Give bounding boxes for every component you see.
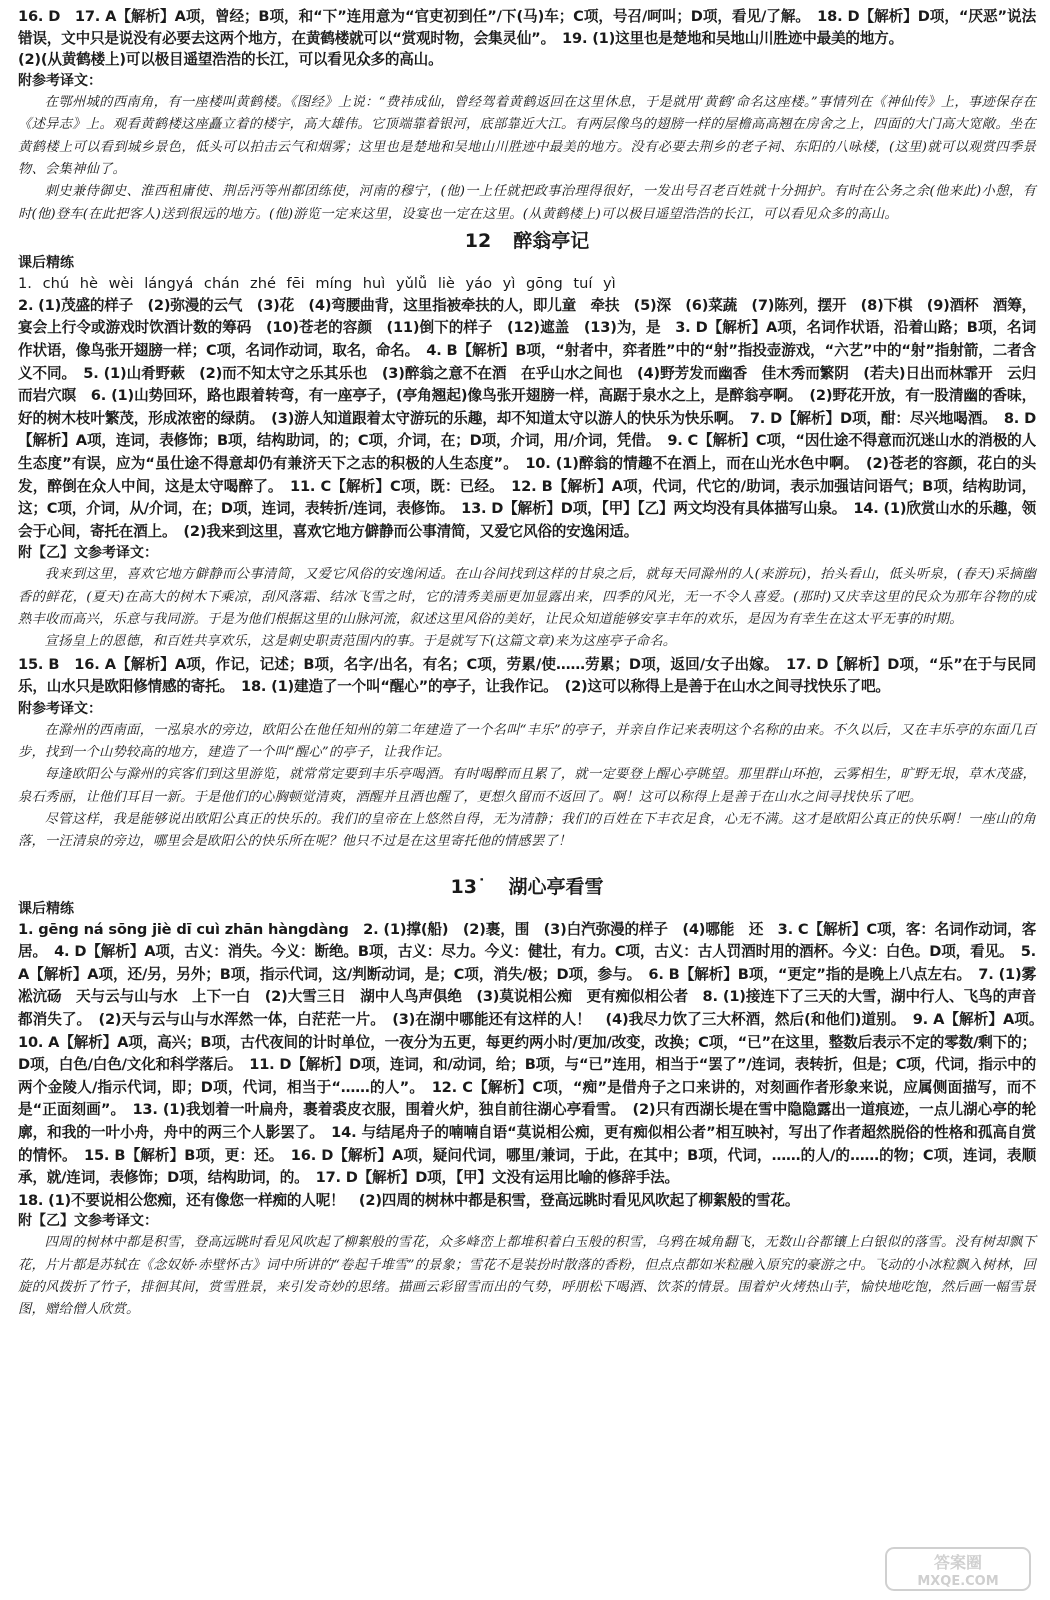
translation-label: 附【乙】文参考译文： xyxy=(18,1213,158,1230)
pinyin-answer: 1. chú hè wèi lángyá chán zhé fēi míng huì yǔlǚ liè yáo yì gōng tuí yì xyxy=(18,274,616,292)
translation-paragraph: 每逢欧阳公与滁州的宾客们到这里游览，就常常定要到丰乐亭喝酒。有时喝醉而且累了，就一定要登上醒心亭眺望。那里群山环抱，云雾相生，旷野无垠，草木茂盛，泉石秀丽，让他们耳目一新。于是他们的心胸顿觉清爽，酒醒并且酒也醒了，更想久留而不返回了。啊！这可以称得上是善于在山水之间寻找快乐了吧。 xyxy=(18,767,1036,805)
watermark-logo xyxy=(884,1546,1032,1592)
answers-16-19: 16. D 17. A【解析】A项，曾经；B项，和“下”连用意为“官吏初到任”/下(马)车；C项，号召/呵叫；D项，看见/了解。 18. D【解析】D项，“厌恶”说法错误，文中只是说没有必要去这两个地方，在黄鹤楼就可以“赏观时物，会集灵仙”。 19. (1)这里也是楚地和吴地山川胜迹中最美的地方。 xyxy=(18,8,1036,47)
translation-label: 附参考译文： xyxy=(18,73,102,90)
translation-paragraph: 刺史兼侍御史、淮西租庸使、荆岳沔等州都团练使，河南的穆宁，(他)一上任就把政事治理得很好，一发出号召老百姓就十分拥护。有时在公务之余(他来此)小憩，有时(他)登车(在此把客人)送到很远的地方。(他)游览一定来这里，设宴也一定在这里。(从黄鹤楼上)可以极目遥望浩浩的长江，可以看见众多的高山。 xyxy=(18,184,1036,222)
watermark-bottom-text: MXQE.COM xyxy=(917,1574,999,1589)
section-number: 12 xyxy=(464,229,492,252)
watermark-top-text: 答案圈 xyxy=(933,1553,983,1572)
answers-15-18: 15. B 16. A【解析】A项，作记，记述；B项，名字/出名，有名；C项，劳累/使……劳累；D项，返回/女子出嫁。 17. D【解析】D项，“乐”在于与民同乐，山水只是欧阳修情感的寄托。 18. (1)建造了一个叫“醒心”的亭子，让我作记。 (2)这可以称得上是善于在山水之间寻找快乐了吧。 xyxy=(18,655,1036,696)
translation-paragraph: 在鄂州城的西南角，有一座楼叫黄鹤楼。《图经》上说：“费祎成仙，曾经驾着黄鹤返回在这里休息，于是就用‘黄鹤’命名这座楼。”事情列在《神仙传》上，事迹保存在《述异志》上。观看黄鹤楼这座矗立着的楼宇，高大雄伟。它顶端靠着银河，底部靠近大江。有两层像鸟的翅膀一样的屋檐高高翘在房舍之上，四面的大门高大宽敞。坐在黄鹤楼上可以看到城乡景色，低头可以拍击云气和烟雾；这里也是楚地和吴地山川胜迹中最美的地方。没有必要去荆乡的老子祠、东阳的八咏楼，(这里)就可以观赏四季景物、会集神仙了。 xyxy=(18,95,1036,177)
answers-19-2: (2)(从黄鹤楼上)可以极目遥望浩浩的长江，可以看见众多的高山。 xyxy=(18,51,443,69)
section-title-text: 湖心亭看雪 xyxy=(508,875,604,898)
section-title xyxy=(18,874,1036,900)
answers-2-14: 2. (1)茂盛的样子 (2)弥漫的云气 (3)花 (4)弯腰曲背，这里指被牵扶的人，即儿童 牵扶 (5)深 (6)菜蔬 (7)陈列，摆开 (8)下棋 (9)酒杯 酒筹，宴会上行令或游戏时饮酒计数的筹码 (10)苍老的容颜 (11)倒下的样子 (12)遮盖 (13)为，是 3. D【解析】A项，名词作状语，沿着山路；B项，名词作状语，像鸟张开翅膀一样；C项，名词作动词，取名，命名。 4. B【解析】B项，“射者中，弈者胜”中的“射”指投壶游戏，“六艺”中的“射”指射箭，二者含义不同。 5. (1)山肴野蔌 (2)而不知太守之乐其乐也 (3)醉翁之意不在酒 在乎山水之间也 (4)野芳发而幽香 佳木秀而繁阴 (若夫)日出而林霏开 云归而岩穴暝 6. (1)山势回环，路也跟着转弯，有一座亭子，(亭角翘起)像鸟张开翅膀一样，高踞于泉水之上，是醉翁亭啊。 (2)野花开放，有一股清幽的香味，好的树木枝叶繁茂，形成浓密的绿荫。 (3)游人知道跟着太守游玩的乐趣，却不知道太守以游人的快乐为快乐啊。 7. D【解析】D项，酣：尽兴地喝酒。 8. D【解析】A项，连词，表修饰；B项，结构助词，的；C项，介词，在；D项，介词，用/介词，凭借。 9. C【解析】C项，“因仕途不得意而沉迷山水的消极的人生态度”有误，应为“虽仕途不得意却仍有兼济天下之志的积极的人生态度”。 10. (1)醉翁的情趣不在酒上，而在山光水色中啊。 (2)苍老的容颜，花白的头发，醉倒在众人中间，这是太守喝醉了。 11. C【解析】C项，既：已经。 12. B【解析】A项，代词，代它的/助词，表示加强诘问语气；B项，结构助词，这；C项，介词，从/介词，在；D项，连词，表转折/连词，表修饰。 13. D【解析】D项，【甲】【乙】两文均没有具体描写山泉。 14. (1)欣赏山水的乐趣，领会于心间，寄托在酒上。 (2)我来到这里，喜欢它地方僻静而公事清简，又爱它风俗的安逸闲适。 xyxy=(18,296,1036,540)
answers-18: 18. (1)不要说相公您痴，还有像您一样痴的人呢！ (2)四周的树林中都是积雪，登高远眺时看见风吹起了柳絮般的雪花。 xyxy=(18,1191,800,1209)
section-number: 13˙ xyxy=(450,875,487,898)
section-gap xyxy=(18,854,1036,872)
translation-label: 附【乙】文参考译文： xyxy=(18,545,158,562)
subhead: 课后精练 xyxy=(18,900,74,917)
translation-paragraph: 四周的树林中都是积雪，登高远眺时看见风吹起了柳絮般的雪花，众多峰峦上都堆积着白玉般的积雪，乌鸦在城角翻飞，无数山谷都镶上白银似的落雪。没有树却飘下花，片片都是苏轼在《念奴娇·赤壁怀古》词中所讲的“卷起千堆雪”的景象；雪花不是装扮时散落的香粉，但点点都如米粒融入原究的豪游之中。飞动的小冰粒飘入树林，回旋的风拨折了竹子，排徊其间，赏雪胜景，来引发奇妙的思绪。描画云彩留雪而出的气势，呼朋松下喝酒、饮茶的情景。围着炉火烤热山芋，愉快地吃饱，然后画一幅雪景图，赠给僧人欣赏。 xyxy=(18,1235,1036,1318)
answers-1-17: 1. gēng ná sōng jiè dī cuì zhān hàngdàng 2. (1)撑(船) (2)裹，围 (3)白汽弥漫的样子 (4)哪能 还 3. C【解析】C项，客：名词作动词，客居。 4. D【解析】A项，古义：消失。今义：断绝。B项，古义：尽力。今义：健壮，有力。C项，古义：古人罚酒时用的酒杯。今义：白色。D项，看见。 5. A【解析】A项，还/另，另外；B项，指示代词，这/判断动词，是；C项，消失/极；D项，参与。 6. B【解析】B项，“更定”指的是晚上八点左右。 7. (1)雾凇沆砀 天与云与山与水 上下一白 (2)大雪三日 湖中人鸟声俱绝 (3)莫说相公痴 更有痴似相公者 8. (1)接连下了三天的大雪，湖中行人、飞鸟的声音都消失了。 (2)天与云与山与水浑然一体，白茫茫一片。 (3)在湖中哪能还有这样的人！ (4)我尽力饮了三大杯酒，然后(和他们)道别。 9. A【解析】A项。 10. A【解析】A项，高兴；B项，古代夜间的计时单位，一夜分为五更，每更约两小时/更加/改变，改换；C项，“已”在这里，整数后表示不定的零数/剩下的；D项，白色/白色/文化和科学落后。 11. D【解析】D项，连词，和/动词，给；B项，与“已”连用，相当于“罢了”/连词，表转折，但是；C项，代词，指示中的两个金陵人/指示代词，即；D项，代词，相当于“……的人”。 12. C【解析】C项，“痴”是借舟子之口来讲的，对刻画作者形象来说，应属侧面描写，而不是“正面刻画”。 13. (1)我划着一叶扁舟，裹着裘皮衣服，围着火炉，独自前往湖心亭看雪。 (2)只有西湖长堤在雪中隐隐露出一道痕迹，一点儿湖心亭的轮廓，和我的一叶小舟，舟中的两三个人影罢了。 14. 与结尾舟子的喃喃自语“莫说相公痴，更有痴似相公者”相互映衬，写出了作者超然脱俗的性格和孤高自赏的情怀。 15. B【解析】B项，更：还。 16. D【解析】A项，疑问代词，哪里/兼词，于此，在其中；B项，代词，……的人/的……的物；C项，连词，表顺承，就/连词，表修饰；D项，结构助词，的。 17. D【解析】D项，【甲】文没有运用比喻的修辞手法。 xyxy=(18,920,1050,1187)
translation-label: 附参考译文： xyxy=(18,700,102,717)
section-title-text: 醉翁亭记 xyxy=(513,229,590,252)
translation-paragraph: 尽管这样，我是能够说出欧阳公真正的快乐的。我们的皇帝在上悠然自得，无为清静；我们的百姓在下丰衣足食，心无不满。这才是欧阳公真正的快乐啊！一座山的角落，一汪清泉的旁边，哪里会是欧阳公的快乐所在呢？他只不过是在这里寄托他的情感罢了！ xyxy=(18,811,1036,850)
translation-paragraph: 宣扬皇上的恩德，和百姓共享欢乐，这是刺史职责范围内的事。于是就写下(这篇文章)来为这座亭子命名。 xyxy=(44,634,677,650)
subhead: 课后精练 xyxy=(18,254,74,271)
translation-paragraph: 我来到这里，喜欢它地方僻静而公事清简，又爱它风俗的安逸闲适。在山谷间找到这样的甘泉之后，就每天同滁州的人(来游玩)，抬头看山，低头听泉，(春天)采摘幽香的鲜花，(夏天)在高大的树木下乘凉，刮风落霜、结冰飞雪之时，它的清秀美丽更加显露出来，四季的风光，无一不令人喜爱。(那时)又庆幸这里的民众为那年谷物的成熟丰收而高兴，乐意与我同游。于是为他们根据这里的山脉河流，叙述这里风俗的美好，让民众知道能够安享丰年的欢乐，是因为有幸生在这太平无事的时期。 xyxy=(18,567,1036,628)
section-title xyxy=(18,228,1036,254)
translation-paragraph: 在滁州的西南面，一泓泉水的旁边，欧阳公在他任知州的第二年建造了一个名叫“丰乐”的亭子，并亲自作记来表明这个名称的由来。不久以后，又在丰乐亭的东面几百步，找到一个山势较高的地方，建造了一个叫“醒心”的亭子，让我作记。 xyxy=(18,722,1036,761)
